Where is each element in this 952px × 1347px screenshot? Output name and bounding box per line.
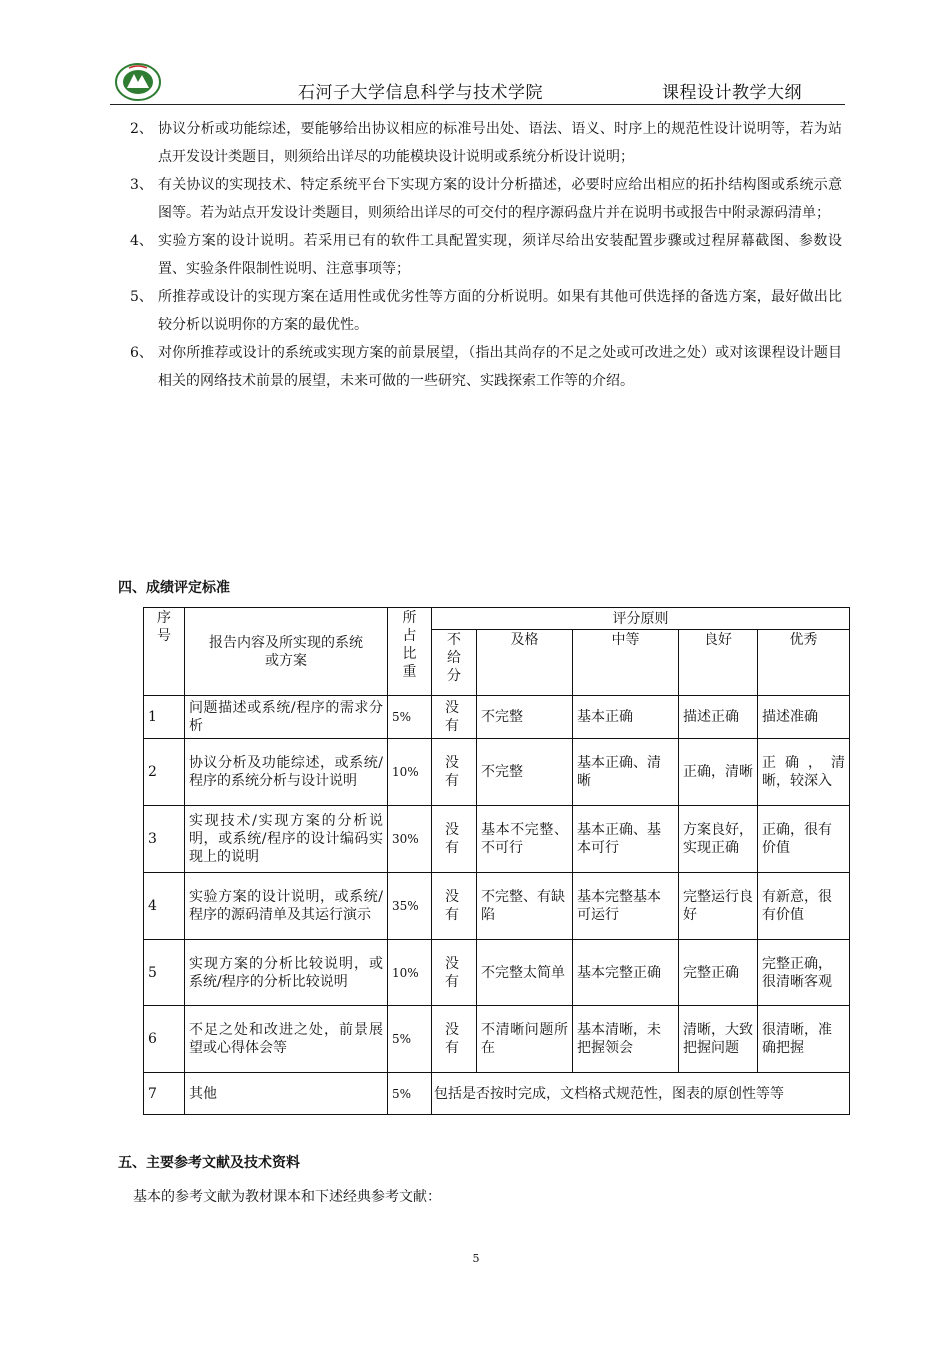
cell-weight: 10% <box>388 940 432 1006</box>
list-item-text: 实验方案的设计说明。若采用已有的软件工具配置实现，须详尽给出安装配置步骤或过程屏幕截图、参数设置、实验条件限制性说明、注意事项等； <box>158 233 842 277</box>
cell-weight: 5% <box>388 1073 432 1115</box>
cell-content: 问题描述或系统/程序的需求分析 <box>185 696 388 739</box>
list-item-text: 对你所推荐或设计的系统或实现方案的前景展望，（指出其尚存的不足之处或可改进之处）或对该课程设计题目相关的网络技术前景的展望，未来可做的一些研究、实践探索工作等的介绍。 <box>158 345 842 389</box>
list-item-text: 协议分析或功能综述，要能够给出协议相应的标准号出处、语法、语义、时序上的规范性设计说明等，若为站点开发设计类题目，则须给出详尽的功能模块设计说明或系统分析设计说明； <box>158 121 842 165</box>
cell-good: 完整运行良好 <box>679 873 758 940</box>
cell-pass: 不完整、有缺陷 <box>477 873 573 940</box>
cell-pass: 基本不完整、不可行 <box>477 806 573 873</box>
references-intro: 基本的参考文献为教材课本和下述经典参考文献： <box>133 1189 441 1205</box>
list-item <box>130 339 842 395</box>
cell-weight: 10% <box>388 739 432 806</box>
cell-seq: 4 <box>144 873 185 940</box>
cell-medium: 基本完整正确 <box>573 940 679 1006</box>
cell-excellent: 描述准确 <box>758 696 850 739</box>
table-row <box>144 806 850 873</box>
cell-pass: 不清晰问题所在 <box>477 1006 573 1073</box>
table-row <box>144 940 850 1006</box>
cell-nogive: 没有 <box>432 806 477 873</box>
list-item-number: 6、 <box>130 345 153 361</box>
header-pass: 及格 <box>477 630 573 696</box>
cell-good: 正确，清晰 <box>679 739 758 806</box>
list-item-number: 5、 <box>130 289 153 305</box>
cell-good: 方案良好，实现正确 <box>679 806 758 873</box>
list-item <box>130 227 842 283</box>
cell-medium: 基本正确、清晰 <box>573 739 679 806</box>
cell-weight: 5% <box>388 1006 432 1073</box>
cell-excellent: 正确，很有价值 <box>758 806 850 873</box>
cell-good: 完整正确 <box>679 940 758 1006</box>
cell-weight: 30% <box>388 806 432 873</box>
cell-pass: 不完整 <box>477 739 573 806</box>
table-row <box>144 696 850 739</box>
cell-content: 其他 <box>185 1073 388 1115</box>
header-nogive: 不给分 <box>432 630 477 696</box>
list-item-number: 3、 <box>130 177 153 193</box>
header-document-title: 课程设计教学大纲 <box>662 83 802 103</box>
cell-pass: 不完整太简单 <box>477 940 573 1006</box>
header-weight: 所占比重 <box>388 608 432 696</box>
header-good: 良好 <box>679 630 758 696</box>
table-row <box>144 1006 850 1073</box>
header-school-name: 石河子大学信息科学与技术学院 <box>298 83 543 103</box>
section-heading-grading: 四、成绩评定标准 <box>118 580 230 596</box>
header-medium: 中等 <box>573 630 679 696</box>
grading-table <box>143 607 850 1115</box>
list-item-text: 所推荐或设计的实现方案在适用性或优劣性等方面的分析说明。如果有其他可供选择的备选方案，最好做出比较分析以说明你的方案的最优性。 <box>158 289 842 333</box>
page-number: 5 <box>472 1252 480 1265</box>
list-item-number: 2、 <box>130 121 153 137</box>
cell-excellent: 有新意，很有价值 <box>758 873 850 940</box>
cell-content: 实验方案的设计说明，或系统/程序的源码清单及其运行演示 <box>185 873 388 940</box>
cell-medium: 基本完整基本可运行 <box>573 873 679 940</box>
cell-weight: 35% <box>388 873 432 940</box>
cell-content: 实现技术/实现方案的分析说明，或系统/程序的设计编码实现上的说明 <box>185 806 388 873</box>
list-item <box>130 283 842 339</box>
cell-medium: 基本正确 <box>573 696 679 739</box>
cell-medium: 基本正确、基本可行 <box>573 806 679 873</box>
list-item-number: 4、 <box>130 233 153 249</box>
cell-content: 实现方案的分析比较说明，或系统/程序的分析比较说明 <box>185 940 388 1006</box>
cell-good: 描述正确 <box>679 696 758 739</box>
cell-seq: 5 <box>144 940 185 1006</box>
university-seal-icon <box>114 62 162 102</box>
header-seq: 序号 <box>144 608 185 696</box>
header-content: 报告内容及所实现的系统或方案 <box>185 608 388 696</box>
table-row <box>144 1073 850 1115</box>
cell-seq: 2 <box>144 739 185 806</box>
cell-note: 包括是否按时完成，文档格式规范性，图表的原创性等等 <box>432 1073 850 1115</box>
cell-seq: 6 <box>144 1006 185 1073</box>
cell-nogive: 没有 <box>432 739 477 806</box>
cell-content: 协议分析及功能综述，或系统/程序的系统分析与设计说明 <box>185 739 388 806</box>
list-item <box>130 115 842 171</box>
cell-nogive: 没有 <box>432 873 477 940</box>
cell-seq: 1 <box>144 696 185 739</box>
page-header <box>110 60 845 105</box>
cell-content: 不足之处和改进之处，前景展望或心得体会等 <box>185 1006 388 1073</box>
cell-nogive: 没有 <box>432 1006 477 1073</box>
cell-nogive: 没有 <box>432 696 477 739</box>
cell-nogive: 没有 <box>432 940 477 1006</box>
list-item-text: 有关协议的实现技术、特定系统平台下实现方案的设计分析描述，必要时应给出相应的拓扑结构图或系统示意图等。若为站点开发设计类题目，则须给出详尽的可交付的程序源码盘片并在说明书或报告中附录源码清单； <box>158 177 842 221</box>
cell-medium: 基本清晰，未把握领会 <box>573 1006 679 1073</box>
cell-weight: 5% <box>388 696 432 739</box>
cell-excellent: 正确，清晰，较深入 <box>758 739 850 806</box>
cell-excellent: 很清晰，准确把握 <box>758 1006 850 1073</box>
cell-excellent: 完整正确，很清晰客观 <box>758 940 850 1006</box>
requirements-list <box>130 115 842 395</box>
cell-seq: 7 <box>144 1073 185 1115</box>
table-row <box>144 739 850 806</box>
section-heading-references: 五、主要参考文献及技术资料 <box>118 1155 300 1171</box>
header-principle: 评分原则 <box>432 608 850 630</box>
table-row <box>144 873 850 940</box>
cell-pass: 不完整 <box>477 696 573 739</box>
cell-good: 清晰，大致把握问题 <box>679 1006 758 1073</box>
header-excellent: 优秀 <box>758 630 850 696</box>
list-item <box>130 171 842 227</box>
cell-seq: 3 <box>144 806 185 873</box>
